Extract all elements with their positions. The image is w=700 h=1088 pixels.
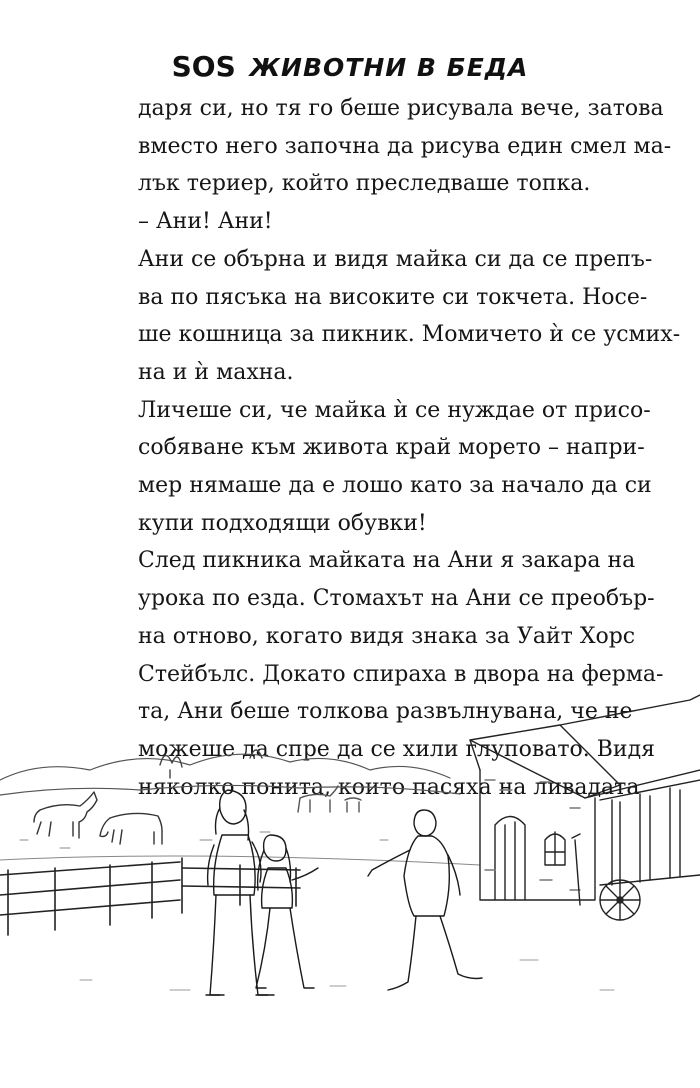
text-line: собяване към живота край морето – напри- [138, 435, 645, 461]
text-line: урока по езда. Стомахът на Ани се преобър- [138, 586, 655, 612]
field [0, 832, 480, 865]
paragraph-1 [117, 90, 672, 203]
paragraph-2 [117, 203, 632, 241]
text-line: можеше да спре да се хили глуповато. Видя [138, 736, 656, 762]
man-figure [368, 810, 482, 990]
text-line: След пикника майката на Ани я закара на [138, 548, 636, 574]
text-line: лък териер, който преследваше топка. [138, 171, 591, 197]
horse-middle [100, 813, 162, 844]
text-line: Личеше си, че майка ѝ се нуждае от присо- [138, 397, 651, 423]
text-line: вместо него започна да рисува един смел ма- [138, 133, 672, 159]
running-header [0, 50, 700, 83]
text-line: няколко понита, които пасяха на ливадата [138, 774, 640, 800]
text-line: Стейбълс. Докато спираха в двора на ферма- [138, 661, 664, 687]
series-subtitle: ЖИВОТНИ В БЕДА [249, 53, 529, 82]
text-line: ше кошница за пикник. Момичето ѝ се усмих- [138, 322, 681, 348]
text-line: та, Ани беше толкова развълнувана, че не [138, 699, 633, 725]
horse-left [34, 792, 97, 838]
cart-wheel [572, 834, 640, 920]
text-line: мер нямаше да е лошо като за начало да си [138, 473, 652, 499]
text-line: даря си, но тя го беше рисувала вече, затова [138, 96, 664, 121]
text-line: на отново, когато видя знака за Уайт Хорс [138, 623, 636, 649]
text-line: Ани се обърна и видя майка си да се препъ- [138, 246, 653, 272]
series-brand: SOS [171, 50, 236, 83]
text-line: купи подходящи обувки! [138, 510, 427, 536]
text-line: на и ѝ махна. [138, 359, 294, 385]
paragraph-4 [117, 392, 652, 543]
text-line: ва по пясъка на високите си токчета. Носе- [138, 284, 648, 310]
text-line: – Ани! Ани! [138, 209, 273, 235]
hills [0, 754, 460, 795]
paragraph-3 [117, 241, 681, 392]
ground [80, 960, 614, 990]
farm-building [470, 695, 700, 900]
farmyard-illustration [0, 690, 700, 1088]
horse-far [298, 786, 361, 812]
